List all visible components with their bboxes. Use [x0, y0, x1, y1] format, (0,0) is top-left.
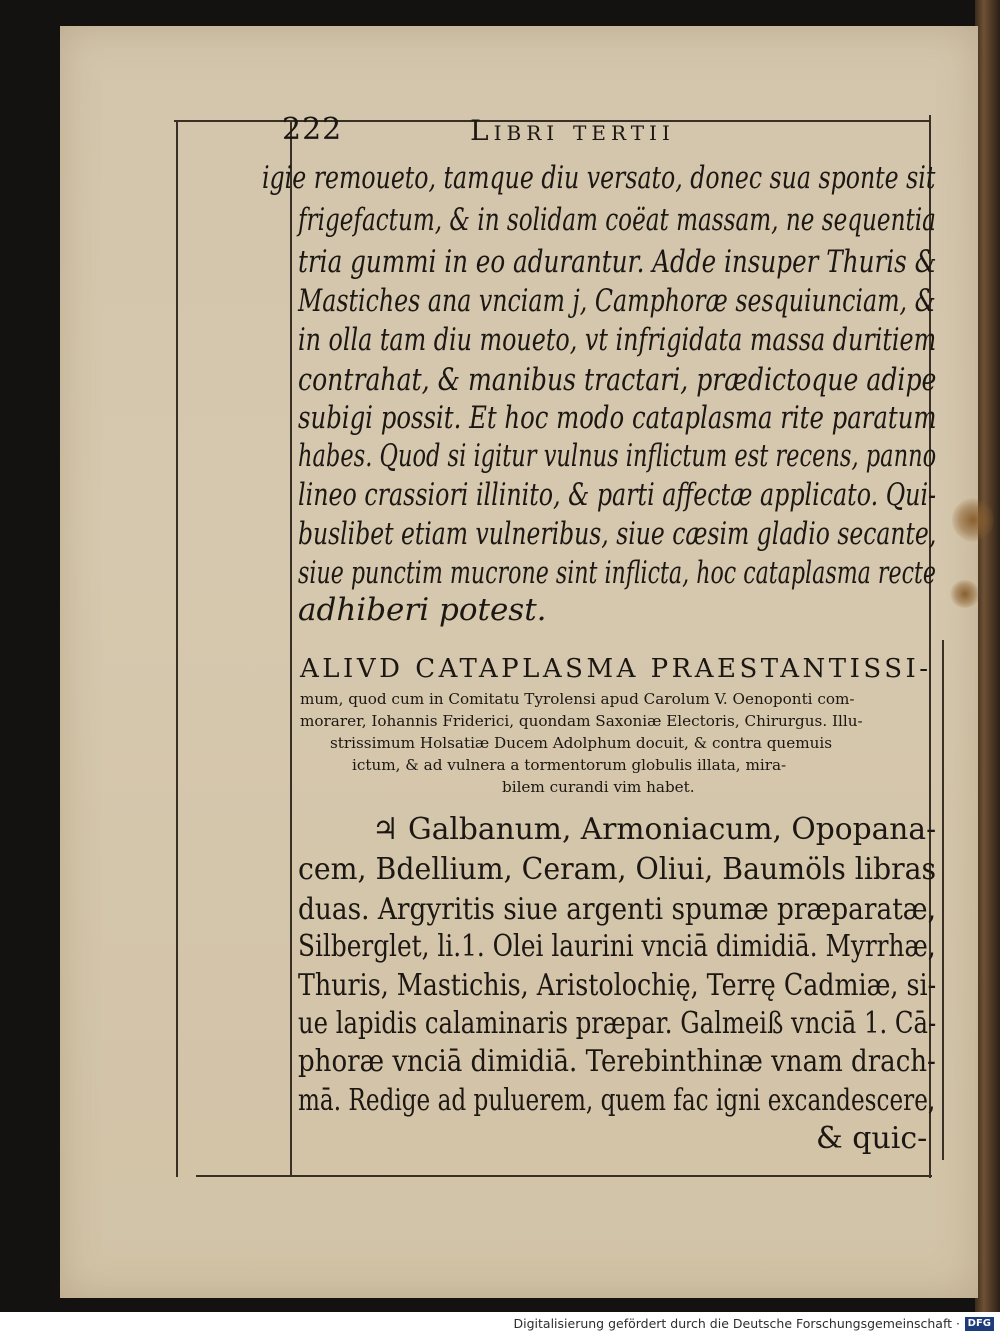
text-line: habes. Quod si igitur vulnus inflictum est recens, panno: [298, 438, 937, 474]
recipe-line: phoræ vnciā dimidiā. Terebinthinæ vnam drach-: [298, 1044, 936, 1079]
recipe-line: duas. Argyritis siue argenti spumæ præparatæ,: [298, 892, 936, 927]
book-spine: [975, 0, 1000, 1312]
frame-rule-right-outer: [942, 640, 944, 1160]
running-title: Libri tertii: [470, 114, 675, 147]
page-stain: [950, 580, 980, 608]
frame-rule-bottom: [196, 1175, 932, 1177]
text-line: subigi possit. Et hoc modo cataplasma rite paratum: [298, 400, 937, 436]
recipe-line: Thuris, Mastichis, Aristolochię, Terrę Cadmiæ, si-: [298, 968, 937, 1003]
text-line: frigefactum, & in solidam coëat massam, ne sequentia: [298, 202, 936, 238]
recipe-line: Silberglet, li.1. Olei laurini vnciā dimidiā. Myrrhæ,: [298, 929, 936, 964]
text-line: igie remoueto, tamque diu versato, donec sua sponte sit: [262, 160, 936, 196]
text-line: in olla tam diu moueto, vt infrigidata massa duritiem: [298, 322, 937, 358]
recipe-line: ue lapidis calaminaris præpar. Galmeiß vnciā 1. Cā-: [298, 1006, 937, 1041]
section-heading: ALIVD CATAPLASMA PRAESTANTISSI-: [300, 654, 932, 684]
section-line: bilem curandi vim habet.: [502, 778, 695, 796]
text-line: contrahat, & manibus tractari, prædictoque adipe: [298, 362, 937, 398]
recipe-line: & quic-: [816, 1121, 928, 1156]
section-line: strissimum Holsatiæ Ducem Adolphum docuit, & contra quemuis: [330, 734, 833, 752]
digitization-credit-text: Digitalisierung gefördert durch die Deutsche Forschungsgemeinschaft ·: [513, 1316, 960, 1331]
text-line: siue punctim mucrone sint inflicta, hoc cataplasma recte: [298, 555, 936, 591]
frame-rule-left-inner: [290, 120, 292, 1177]
dfg-logo: DFG: [965, 1317, 994, 1331]
frame-rule-left: [176, 120, 178, 1177]
recipe-line: ♃ Galbanum, Armoniacum, Opopana-: [372, 812, 937, 847]
recipe-line: mā. Redige ad puluerem, quem fac igni excandescere,: [298, 1083, 936, 1118]
text-line: tria gummi in eo adurantur. Adde insuper Thuris &: [298, 244, 937, 280]
page-stain: [952, 498, 994, 542]
page-number: 222: [282, 112, 343, 147]
text-line: lineo crassiori illinito, & parti affectæ applicato. Qui-: [298, 477, 937, 513]
recipe-line: cem, Bdellium, Ceram, Oliui, Baumöls libras: [298, 852, 937, 887]
text-line: adhiberi potest.: [298, 592, 547, 628]
section-line: morarer, Iohannis Friderici, quondam Saxoniæ Electoris, Chirurgus. Illu-: [300, 712, 863, 730]
text-line: buslibet etiam vulneribus, siue cæsim gladio secante,: [298, 516, 937, 552]
text-line: Mastiches ana vnciam j, Camphoræ sesquiunciam, &: [298, 283, 936, 319]
digitization-credit-bar: [0, 1312, 1000, 1336]
section-line: ictum, & ad vulnera a tormentorum globulis illata, mira-: [352, 756, 787, 774]
section-line: mum, quod cum in Comitatu Tyrolensi apud Carolum V. Oenoponti com-: [300, 690, 855, 708]
